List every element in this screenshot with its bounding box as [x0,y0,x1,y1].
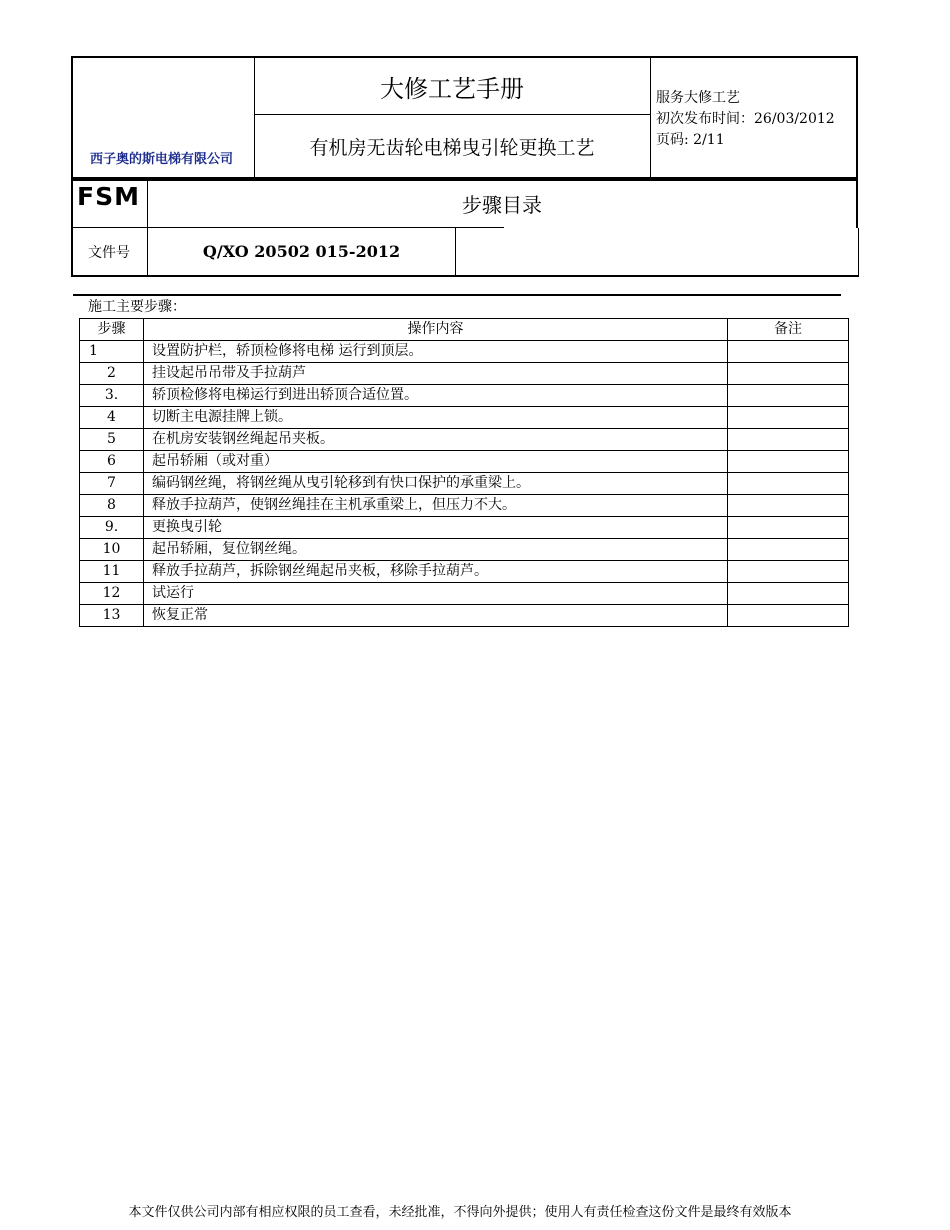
doc-number: Q/XO 20502 015-2012 [202,242,401,261]
table-row [80,561,849,583]
step-content: 试运行 [144,583,728,605]
table-row [80,341,849,363]
step-content: 编码钢丝绳，将钢丝绳从曳引轮移到有快口保护的承重梁上。 [144,473,728,495]
step-number: 8 [80,495,144,517]
step-number: 6 [80,451,144,473]
step-content: 轿顶检修将电梯运行到进出轿顶合适位置。 [144,385,728,407]
step-number: 9. [80,517,144,539]
step-note [728,451,849,473]
table-row [80,363,849,385]
table-row [80,385,849,407]
release-date: 初次发布时间：26/03/2012 [656,111,835,127]
step-number: 13 [80,605,144,627]
table-row [80,517,849,539]
step-content: 起吊轿厢（或对重） [144,451,728,473]
table-row [80,473,849,495]
table-row [80,429,849,451]
divider [73,294,841,296]
steps-table [79,318,849,627]
step-number: 1 [80,341,144,363]
step-note [728,429,849,451]
step-number: 5 [80,429,144,451]
step-content: 在机房安装钢丝绳起吊夹板。 [144,429,728,451]
step-number: 12 [80,583,144,605]
page-number: 页码: 2/11 [656,132,725,148]
table-row [80,451,849,473]
category-label: 服务大修工艺 [656,90,740,106]
column-header-step: 步骤 [80,319,144,341]
column-header-note: 备注 [728,319,849,341]
step-note [728,583,849,605]
steps-section-label: 施工主要步骤： [88,299,186,315]
title-cell [254,58,651,177]
step-number: 10 [80,539,144,561]
company-name: 西子奥的斯电梯有限公司 [90,152,234,167]
step-content: 更换曳引轮 [144,517,728,539]
meta-cell [651,58,856,177]
step-number: 11 [80,561,144,583]
step-content: 恢复正常 [144,605,728,627]
table-row [80,583,849,605]
step-content: 释放手拉葫芦，使钢丝绳挂在主机承重梁上，但压力不大。 [144,495,728,517]
step-note [728,341,849,363]
section-title: 步骤目录 [462,192,542,217]
table-row [80,495,849,517]
step-note [728,473,849,495]
company-cell [73,58,255,177]
step-content: 挂设起吊吊带及手拉葫芦 [144,363,728,385]
table-row [80,407,849,429]
step-number: 3. [80,385,144,407]
doc-number-label: 文件号 [88,244,130,261]
document-header [71,56,858,179]
process-title: 有机房无齿轮电梯曳引轮更换工艺 [309,136,595,159]
step-note [728,517,849,539]
step-content: 切断主电源挂牌上锁。 [144,407,728,429]
step-note [728,495,849,517]
table-header-row [80,319,849,341]
step-note [728,363,849,385]
step-number: 7 [80,473,144,495]
confidentiality-footer: 本文件仅供公司内部有相应权限的员工查看，未经批准，不得向外提供；使用人有责任检查这份文件是最终有效版本 [128,1205,792,1220]
step-number: 2 [80,363,144,385]
step-note [728,605,849,627]
table-row [80,605,849,627]
step-note [728,561,849,583]
table-row [80,539,849,561]
step-note [728,385,849,407]
step-note [728,407,849,429]
column-header-content: 操作内容 [144,319,728,341]
step-content: 释放手拉葫芦，拆除钢丝绳起吊夹板，移除手拉葫芦。 [144,561,728,583]
fsm-logo: FSM [77,182,140,211]
step-content: 设置防护栏，轿顶检修将电梯 运行到顶层。 [144,341,728,363]
step-note [728,539,849,561]
step-number: 4 [80,407,144,429]
doc-info-block [71,179,858,277]
manual-title: 大修工艺手册 [254,58,650,115]
step-content: 起吊轿厢，复位钢丝绳。 [144,539,728,561]
